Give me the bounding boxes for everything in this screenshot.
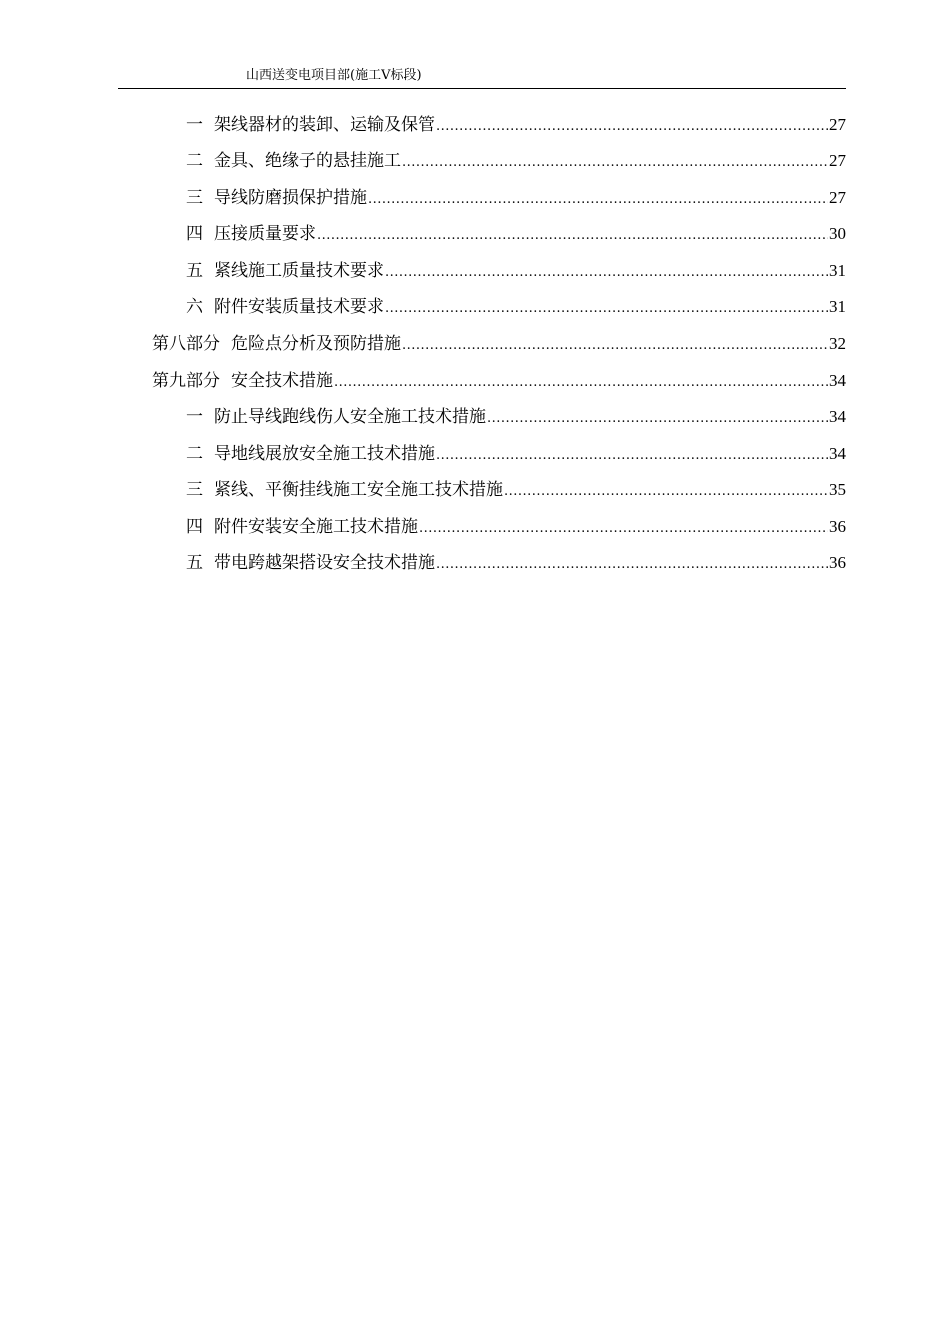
toc-entry-title: 压接质量要求 [214,224,316,244]
toc-entry[interactable] [186,472,846,508]
toc-entry[interactable] [186,436,846,472]
toc-dot-leader [436,109,828,145]
toc-entry-title: 危险点分析及预防措施 [231,334,401,354]
toc-entry[interactable] [186,180,846,216]
toc-entry-page: 34 [829,371,846,390]
toc-entry-number: 六 [186,297,203,317]
toc-dot-leader [436,547,828,583]
toc-entry-title: 紧线施工质量技术要求 [214,261,384,281]
toc-entry-number: 三 [186,480,203,500]
page-header [118,66,846,89]
toc-entry-number: 五 [186,261,203,281]
toc-dot-leader [334,365,828,401]
toc-entry-title: 附件安装质量技术要求 [214,297,384,317]
toc-entry-number: 五 [186,553,203,573]
toc-dot-leader [436,438,828,474]
toc-entry-title: 紧线、平衡挂线施工安全施工技术措施 [214,480,503,500]
toc-entry[interactable] [152,363,846,399]
toc-entry-title: 附件安装安全施工技术措施 [214,517,418,537]
header-title: 山西送变电项目部(施工Ⅴ标段) [246,68,422,83]
toc-entry-title: 安全技术措施 [231,371,333,391]
toc-entry[interactable] [186,216,846,252]
toc-entry[interactable] [186,289,846,325]
toc-entry-page: 30 [829,224,846,243]
toc-dot-leader [402,328,828,364]
toc-entry[interactable] [186,509,846,545]
toc-entry-title: 架线器材的装卸、运输及保管 [214,115,435,135]
toc-entry-number: 二 [186,151,203,171]
toc-entry-page: 27 [829,188,846,207]
toc-entry-page: 36 [829,553,846,572]
toc-entry-title: 金具、绝缘子的悬挂施工 [214,151,401,171]
toc-entry-page: 31 [829,297,846,316]
toc-entry[interactable] [186,143,846,179]
toc-entry-page: 27 [829,151,846,170]
toc-entry-page: 34 [829,444,846,463]
toc-entry-number: 三 [186,188,203,208]
toc-dot-leader [368,182,828,218]
toc-entry-title: 防止导线跑线伤人安全施工技术措施 [214,407,486,427]
toc-dot-leader [317,218,828,254]
toc-entry-page: 32 [829,334,846,353]
toc-entry-number: 四 [186,517,203,537]
toc-entry-number: 一 [186,115,203,135]
toc-entry-page: 31 [829,261,846,280]
toc-entry[interactable] [186,545,846,581]
toc-dot-leader [385,255,828,291]
toc-dot-leader [487,401,828,437]
toc-entry[interactable] [152,326,846,362]
toc-entry-page: 27 [829,115,846,134]
toc-entry[interactable] [186,399,846,435]
toc-dot-leader [385,291,828,327]
toc-entry-title: 导线防磨损保护措施 [214,188,367,208]
toc-entry-page: 36 [829,517,846,536]
toc-dot-leader [402,145,828,181]
toc-entry-title: 带电跨越架搭设安全技术措施 [214,553,435,573]
toc-dot-leader [504,474,828,510]
toc-entry-number: 第八部分 [152,334,220,354]
toc-entry-page: 34 [829,407,846,426]
toc-entry-number: 一 [186,407,203,427]
toc-dot-leader [419,511,828,547]
toc-entry-number: 第九部分 [152,371,220,391]
toc-entry[interactable] [186,107,846,143]
toc-entry-title: 导地线展放安全施工技术措施 [214,444,435,464]
toc-entry-number: 四 [186,224,203,244]
toc-entry-number: 二 [186,444,203,464]
toc-entry-page: 35 [829,480,846,499]
toc-entry[interactable] [186,253,846,289]
